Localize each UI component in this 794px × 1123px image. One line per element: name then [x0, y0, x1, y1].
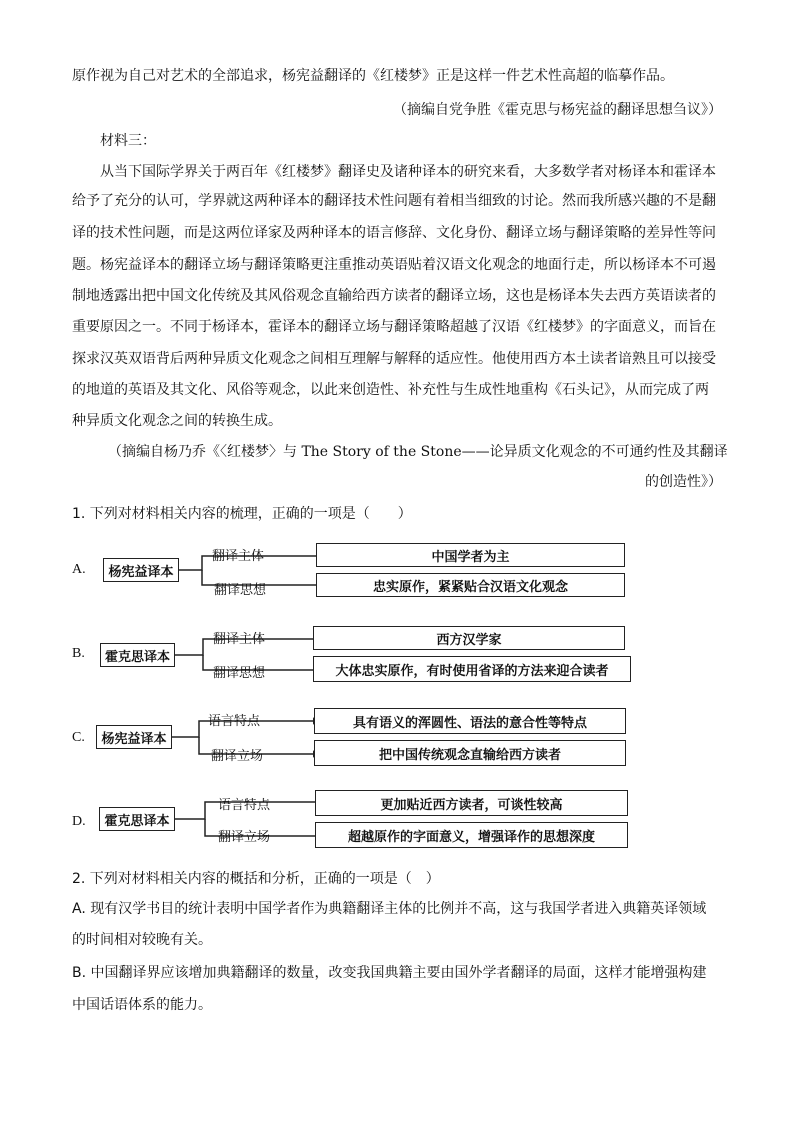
material-3-line: 种异质文化观念之间的转换生成。 [72, 413, 282, 429]
question-2-option-b-line2: 中国话语体系的能力。 [72, 997, 212, 1013]
branch-label: 翻译主体 [212, 549, 265, 564]
material-3-line: 题。杨宪益译本的翻译立场与翻译策略更注重推动英语贴着汉语文化观念的地面行走，所以杨译本不可遏 [72, 257, 716, 273]
option-letter: C. [72, 730, 85, 745]
branch-label: 语言特点 [208, 714, 261, 729]
root-box: 杨宪益译本 [103, 558, 179, 582]
branch-label: 翻译主体 [213, 632, 266, 647]
material-3-title: 材料三： [100, 133, 156, 149]
source-2: （摘编自党争胜《霍克思与杨宪益的翻译思想刍议》） [393, 102, 722, 118]
material-3-line: 重要原因之一。不同于杨译本，霍译本的翻译立场与翻译策略超越了汉语《红楼梦》的字面意义，而旨在 [72, 319, 716, 335]
source-3-line1: （摘编自杨乃乔《〈红楼梦〉与 The Story of the Stone——论异质文化观念的不可通约性及其翻译 [108, 444, 728, 460]
branch-label: 翻译思想 [213, 666, 266, 681]
root-box: 霍克思译本 [100, 643, 175, 667]
material-3-line: 给予了充分的认可，学界就这两种译本的翻译技术性问题有着相当细致的讨论。然而我所感兴趣的不是翻 [72, 193, 716, 209]
material-3-line: 探求汉英双语背后两种异质文化观念之间相互理解与解释的适应性。他使用西方本土读者谙熟且可以接受 [72, 351, 716, 367]
question-1-stem: 1. 下列对材料相关内容的梳理，正确的一项是（ ） [72, 506, 412, 522]
question-2-option-b-line1[interactable]: B. 中国翻译界应该增加典籍翻译的数量，改变我国典籍主要由国外学者翻译的局面，这样才能增强构建 [72, 965, 707, 981]
content-box: 把中国传统观念直输给西方读者 [314, 740, 626, 766]
question-2-stem: 2. 下列对材料相关内容的概括和分析，正确的一项是（ ） [72, 871, 440, 887]
source-3-line2: 的创造性》） [645, 474, 722, 490]
option-letter: A. [72, 562, 86, 577]
question-2-option-a-line1[interactable]: A. 现有汉学书目的统计表明中国学者作为典籍翻译主体的比例并不高，这与我国学者进入典籍英译领域 [72, 901, 707, 917]
content-box: 西方汉学家 [313, 626, 625, 650]
material-3-line: 的地道的英语及其文化、风俗等观念，以此来创造性、补充性与生成性地重构《石头记》，从而完成了两 [72, 382, 709, 398]
material-3-line: 从当下国际学界关于两百年《红楼梦》翻译史及诸种译本的研究来看，大多数学者对杨译本和霍译本 [100, 164, 716, 180]
content-box: 中国学者为主 [316, 543, 625, 567]
content-box: 忠实原作，紧紧贴合汉语文化观念 [316, 573, 625, 597]
branch-label: 语言特点 [218, 798, 271, 813]
content-box: 更加贴近西方读者，可谈性较高 [315, 790, 628, 816]
option-letter: D. [72, 814, 86, 829]
branch-label: 翻译立场 [211, 749, 264, 764]
content-box: 超越原作的字面意义，增强译作的思想深度 [315, 822, 628, 848]
branch-label: 翻译立场 [218, 830, 271, 845]
passage-top-line: 原作视为自己对艺术的全部追求，杨宪益翻译的《红楼梦》正是这样一件艺术性高超的临摹作品。 [72, 68, 674, 84]
root-box: 霍克思译本 [99, 807, 175, 831]
option-letter: B. [72, 646, 85, 661]
root-box: 杨宪益译本 [96, 725, 172, 749]
branch-label: 翻译思想 [214, 583, 267, 598]
content-box: 具有语义的浑圆性、语法的意合性等特点 [314, 708, 626, 734]
question-2-option-a-line2: 的时间相对较晚有关。 [72, 932, 212, 948]
content-box: 大体忠实原作，有时使用省译的方法来迎合读者 [313, 656, 631, 682]
material-3-line: 译的技术性问题，而是这两位译家及两种译本的语言修辞、文化身份、翻译立场与翻译策略的差异性等问 [72, 225, 716, 241]
material-3-line: 制地透露出把中国文化传统及其风俗观念直输给西方读者的翻译立场，这也是杨译本失去西方英语读者的 [72, 288, 716, 304]
